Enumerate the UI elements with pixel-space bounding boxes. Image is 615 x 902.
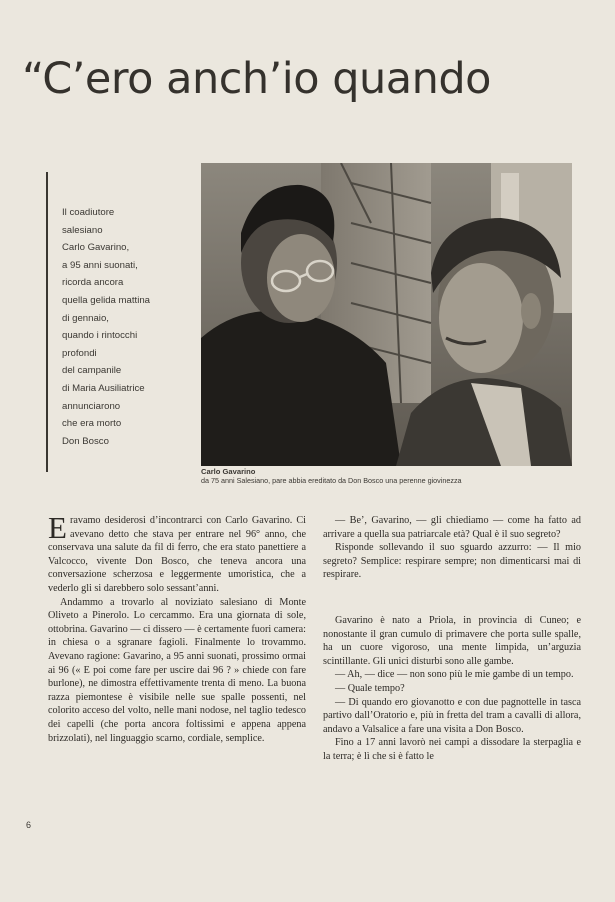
intro-text bbox=[62, 204, 202, 450]
paragraph-text: ravamo desiderosi d’incontrarci con Carlo Gavarino. Ci avevano detto che stava per entrare nel 96° anno, che conservava una salute da fil di ferro, che era stato panettiere a Valcocco, vivente Don Bosco, che teneva ancora una conversazione scherzosa e leggermente umoristica, che a vederlo gli si darebbero solo sessant’anni. bbox=[48, 515, 306, 594]
intro-line: salesiano bbox=[62, 224, 103, 236]
intro-line: ricorda ancora bbox=[62, 277, 124, 289]
intro-line: profondi bbox=[62, 347, 97, 359]
headline-text: “C’ero anch’io quando bbox=[22, 54, 491, 104]
caption-name: Carlo Gavarino bbox=[201, 467, 256, 476]
article-paragraph: Gavarino è nato a Priola, in provincia di Cuneo; e nonostante il gran cumulo di primavere che porta sulle spalle, ha un cuore vigoroso, una mente limpida, un’arguzia scintillante. Gli unici disturbi sono alle gambe. bbox=[323, 614, 581, 667]
drop-cap: E bbox=[48, 510, 67, 545]
article-right-column bbox=[323, 514, 581, 764]
intro-line: quando i rintocchi bbox=[62, 330, 138, 342]
photo-illustration bbox=[201, 163, 572, 466]
photo-caption bbox=[201, 467, 581, 485]
caption-text: da 75 anni Salesiano, pare abbia ereditato da Don Bosco una perenne giovinezza bbox=[201, 476, 462, 485]
article-paragraph: — Ah, — dice — non sono più le mie gambe di un tempo. bbox=[335, 669, 574, 681]
article-paragraph: Andammo a trovarlo al noviziato salesiano di Monte Oliveto a Pinerolo. Lo cercammo. Era una giornata di sole, ottobrina. Gavarino — ci dissero — è certamente fuori camera: in chiesa o a sgranare fagioli. Finalmente lo trovammo. Avevano ragione: Gavarino, a 95 anni suonati, prossimo ormai ai 96 (« E poi come fare per uscire dai 96 ? » chiede con fare burlone), ne dimostra effettivamente trenta di meno. La buona razza piemontese è visibile nelle sue spalle possenti, nel colorito acceso del volto, nelle mani nodose, nel taglio tedesco dei capelli (che porta ancora foltissimi e appena appena brizzolati), nel linguaggio scarno, cordiale, semplice. bbox=[48, 596, 306, 744]
intro-line: Carlo Gavarino, bbox=[62, 242, 130, 254]
article-paragraph bbox=[48, 510, 306, 596]
page-number: 6 bbox=[26, 820, 32, 830]
article-paragraph: Risponde sollevando il suo sguardo azzurro: — Il mio segreto? Semplice: respirare sempre; non dimenticarsi mai di respirare. bbox=[323, 542, 581, 581]
article-paragraph: Fino a 17 anni lavorò nei campi a dissodare la sterpaglia e la terra; è lì che si è fatto le bbox=[323, 737, 581, 762]
intro-line: di Maria Ausiliatrice bbox=[62, 382, 145, 394]
intro-line: del campanile bbox=[62, 365, 122, 377]
intro-line: quella gelida mattina bbox=[62, 294, 151, 306]
sidebar-rule bbox=[46, 172, 48, 472]
intro-line: di gennaio, bbox=[62, 312, 109, 324]
intro-line: a 95 anni suonati, bbox=[62, 259, 138, 271]
intro-line: annunciarono bbox=[62, 400, 121, 412]
intro-line: Don Bosco bbox=[62, 435, 109, 447]
article-paragraph: — Di quando ero giovanotto e con due pagnottelle in tasca partivo dall’Oratorio e, più in fretta del tram a cavalli di allora, andavo a Valsalice a fare una visita a Don Bosco. bbox=[323, 696, 581, 735]
article-paragraph: — Quale tempo? bbox=[335, 682, 405, 694]
photo-two-men bbox=[201, 163, 572, 466]
article-left-column bbox=[48, 510, 306, 745]
article-paragraph: — Be’, Gavarino, — gli chiediamo — come ha fatto ad arrivare a quella sua patriarcale età? Qual è il suo segreto? bbox=[323, 515, 581, 540]
headline bbox=[22, 54, 615, 124]
intro-line: Il coadiutore bbox=[62, 207, 115, 218]
intro-line: che era morto bbox=[62, 418, 122, 430]
